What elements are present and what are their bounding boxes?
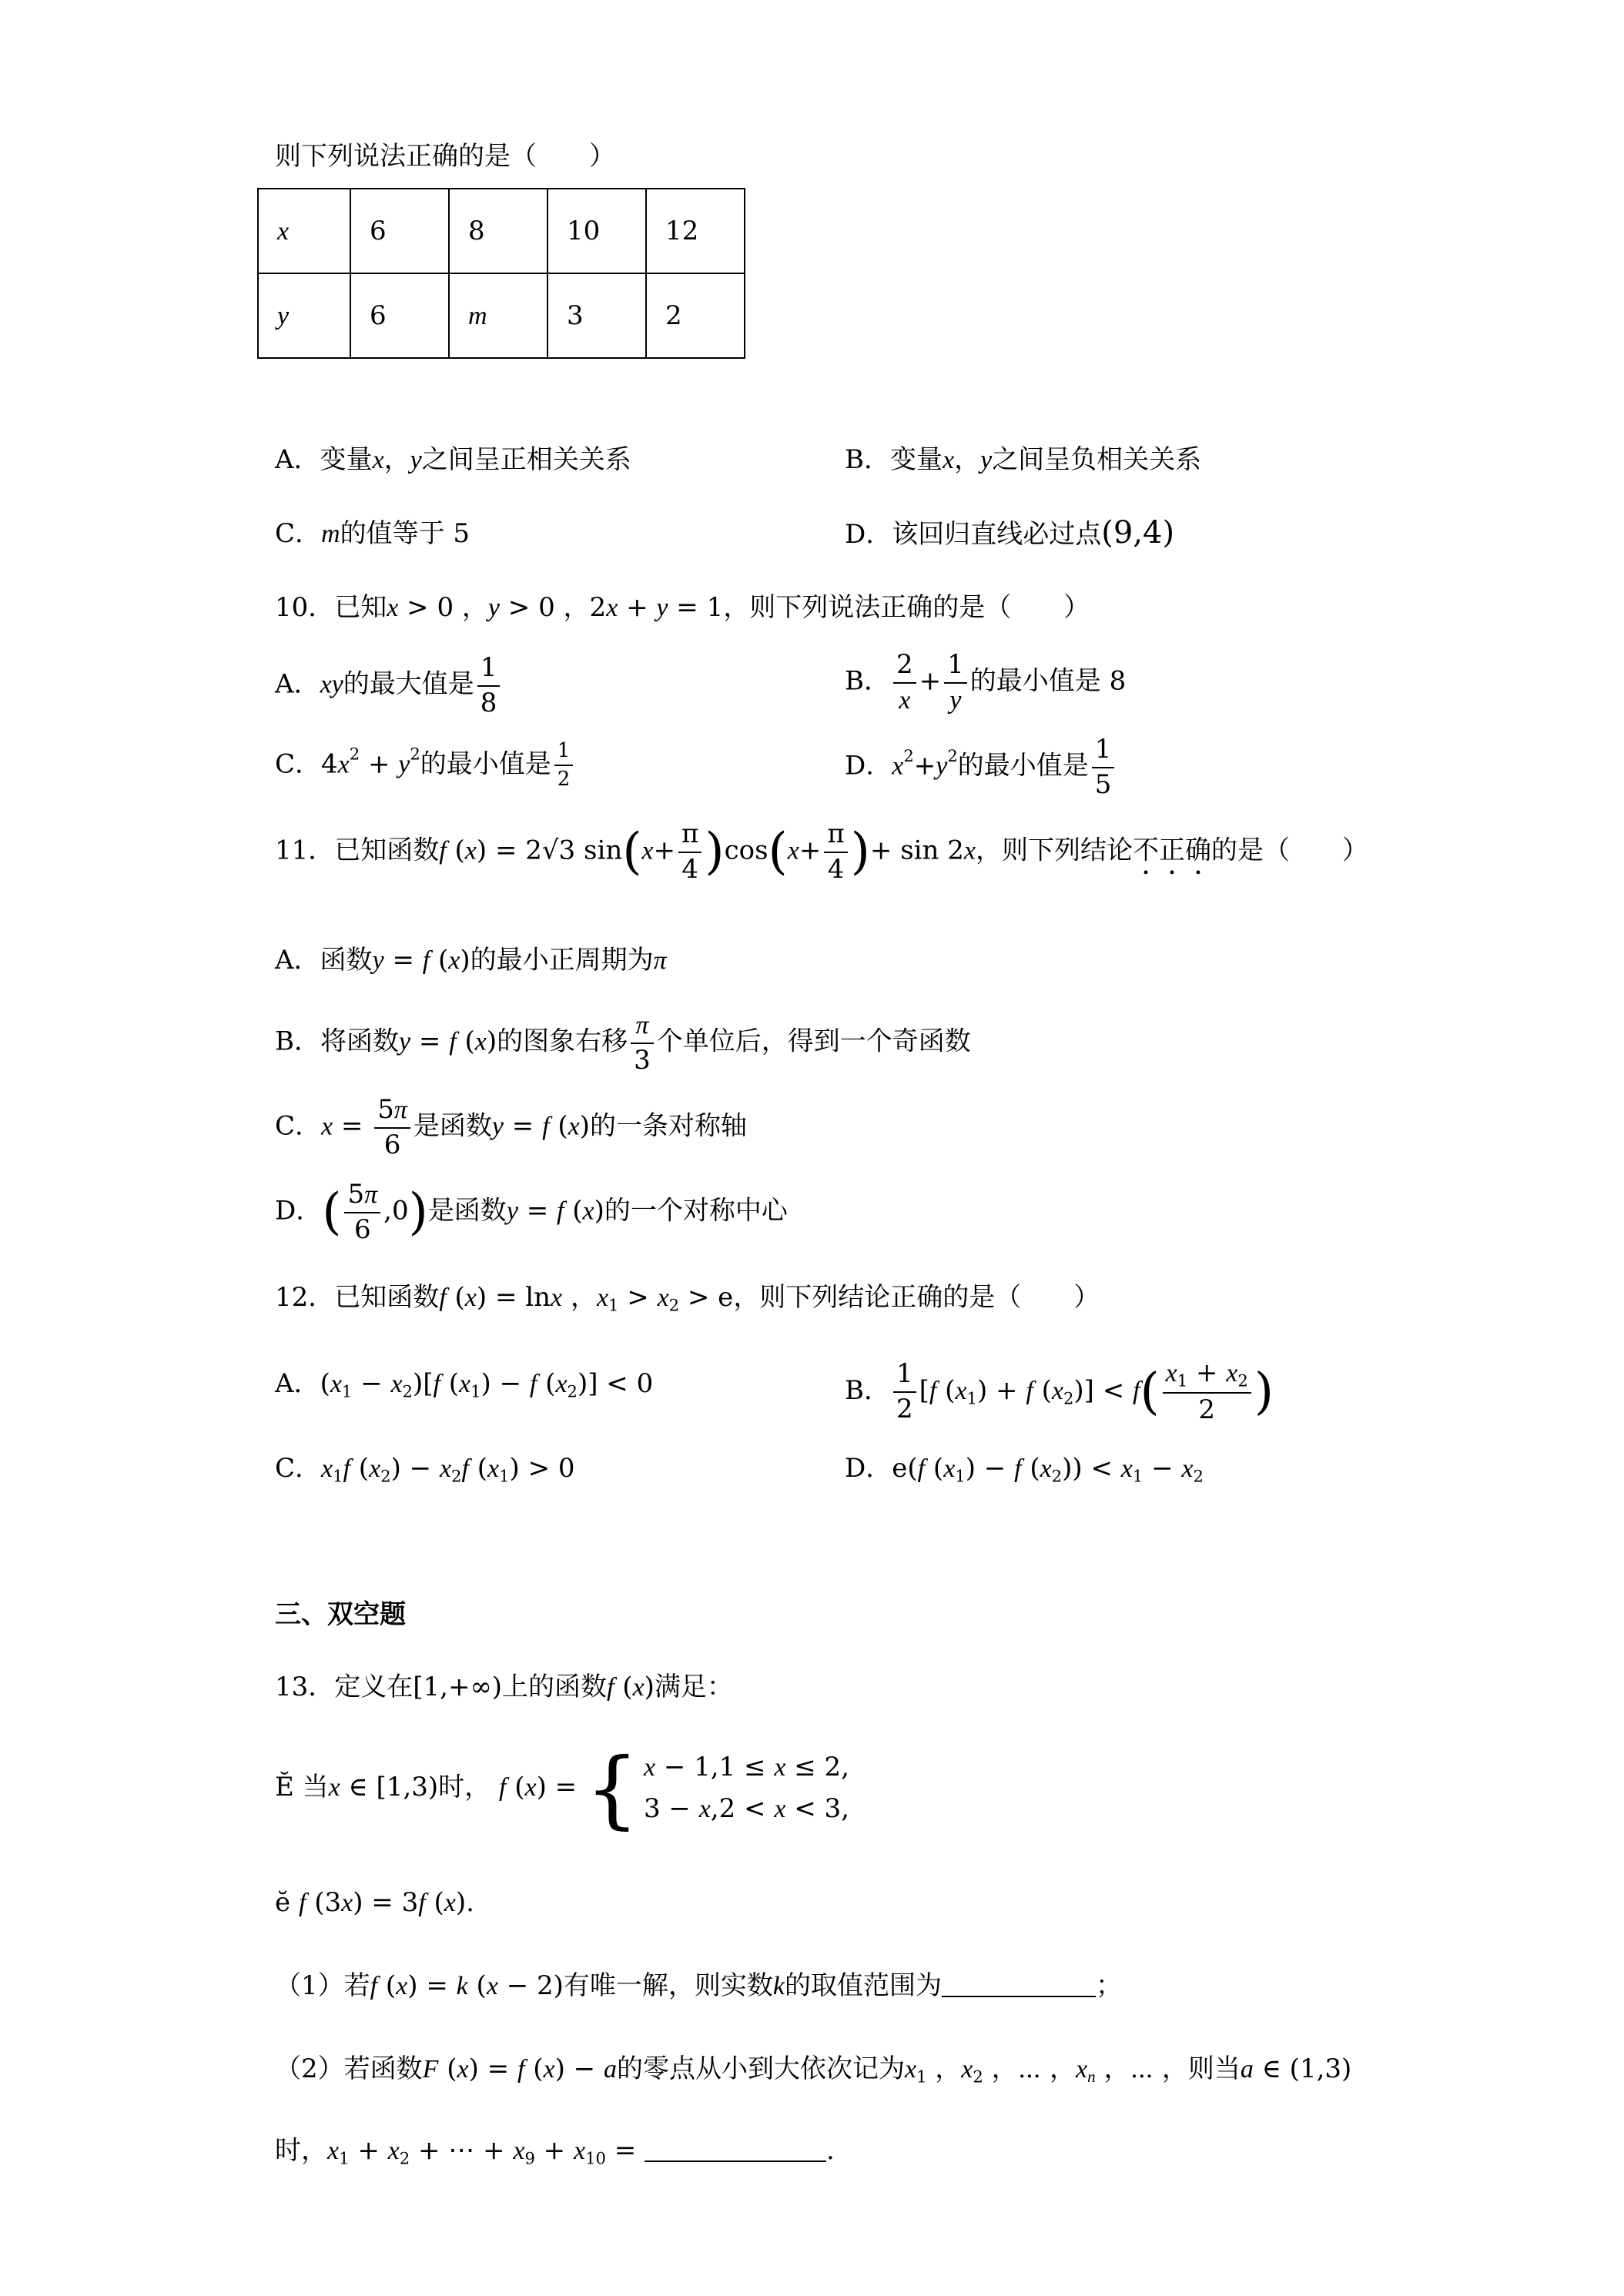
q10-option-a: A．xy的最大值是 $\frac{1}{8}$ [275, 654, 503, 717]
table-cell: 6 [350, 189, 449, 273]
q13-condition-1: Ĕ 当x ∈ [1,3)时， f (x) = { x − 1,1 ≤ x ≤ 2, 3 − x,2 < x < 3, [275, 1739, 849, 1838]
q13-condition-2: ĕ f (3x) = 3f (x). [275, 1887, 474, 1918]
table-row [258, 189, 745, 273]
q9-data-table [257, 188, 745, 359]
table-cell: 10 [547, 189, 646, 273]
table-row [258, 273, 745, 358]
q9-option-c: C．m的值等于 5 [275, 518, 470, 549]
table-cell: m [449, 273, 547, 358]
q13-part-1: （1）若f (x) = k (x − 2)有唯一解，则实数k的取值范围为 ； [275, 1970, 1122, 2001]
q11-option-a: A．函数y = f (x)的最小正周期为π [275, 945, 667, 976]
q12-option-b: B． $\frac{1}{2}$ [f $(x_1) + f$ $(x_2)] < f$( $\frac{x_1 + x_2}{2}$ ) [845, 1357, 1274, 1426]
q10-option-c: C．$4x^2 + y^2$的最小值是 $\frac{1}{2}$ [275, 741, 576, 791]
table-cell: 8 [449, 189, 547, 273]
q11-option-d: D．( $\frac{5\pi}{6}$ ,0)是函数y = f (x)的一个对称中心 [275, 1179, 788, 1245]
table-cell: y [258, 273, 350, 358]
q10-option-d: D．$x^2+y^2$的最小值是 $\frac{1}{5}$ [845, 736, 1117, 798]
table-cell: x [258, 189, 350, 273]
q9-option-a: A．变量x，y之间呈正相关关系 [275, 444, 631, 475]
q13-part-2: （2）若函数F (x) = f (x) − a的零点从小到大依次记为$x_1$ ，$x_2$ ，⋯ ，$x_n$ ，⋯ ，则当a ∈ (1,3) [275, 2053, 1352, 2087]
q13-part-2-continued: 时，$x_1 + x_2$ + ⋯ + $x_9 + x_{10}$ = . [275, 2135, 835, 2168]
q9-option-b: B．变量x，y之间呈负相关关系 [845, 444, 1202, 475]
q12-option-c: C．$x_1f$ $(x_2) - x_2f$ $(x_1) > 0$ [275, 1453, 575, 1486]
table-cell: 12 [646, 189, 745, 273]
q9-stem: 则下列说法正确的是（ ） [275, 141, 615, 172]
q11-option-c: C．x = $\frac{5\pi}{6}$ 是函数y = f (x)的一条对称轴 [275, 1094, 747, 1160]
table-cell: 3 [547, 273, 646, 358]
q12-option-d: D．e(f $(x_1) - f$ $(x_2)) < x_1 - x_2$ [845, 1453, 1204, 1486]
q10-option-b: B． $\frac{2}{x}$ + $\frac{1}{y}$ 的最小值是 8 [845, 649, 1127, 715]
section-heading: 三、双空题 [275, 1599, 406, 1630]
q11-option-b: B．将函数y = f (x)的图象右移 $\frac{\pi}{3}$ 个单位后，得到一个奇函数 [275, 1011, 971, 1076]
q11-stem: 11．已知函数f (x) = 2√3 sin(x+ $\frac{\pi}{4}$ )cos(x+ $\frac{\pi}{4}$ )+ sin 2x，则下列结论不正确的是（ ） [275, 818, 1368, 885]
table-cell: 2 [646, 273, 745, 358]
q12-stem: 12．已知函数f (x) = lnx ，$x_1 > x_2 > e$，则下列结论正确的是（ ） [275, 1282, 1100, 1315]
q10-stem: 10．已知x > 0 ，y > 0 ，2x + y = 1，则下列说法正确的是（ ） [275, 592, 1090, 623]
table-cell: 6 [350, 273, 449, 358]
q9-option-d: D．该回归直线必过点(9,4) [845, 515, 1175, 551]
q12-option-a: A．$(x_1 - x_2)[f$ $(x_1) - f$ $(x_2)] < 0$ [275, 1368, 654, 1401]
q13-stem: 13．定义在[1,+∞)上的函数f (x)满足： [275, 1672, 733, 1702]
